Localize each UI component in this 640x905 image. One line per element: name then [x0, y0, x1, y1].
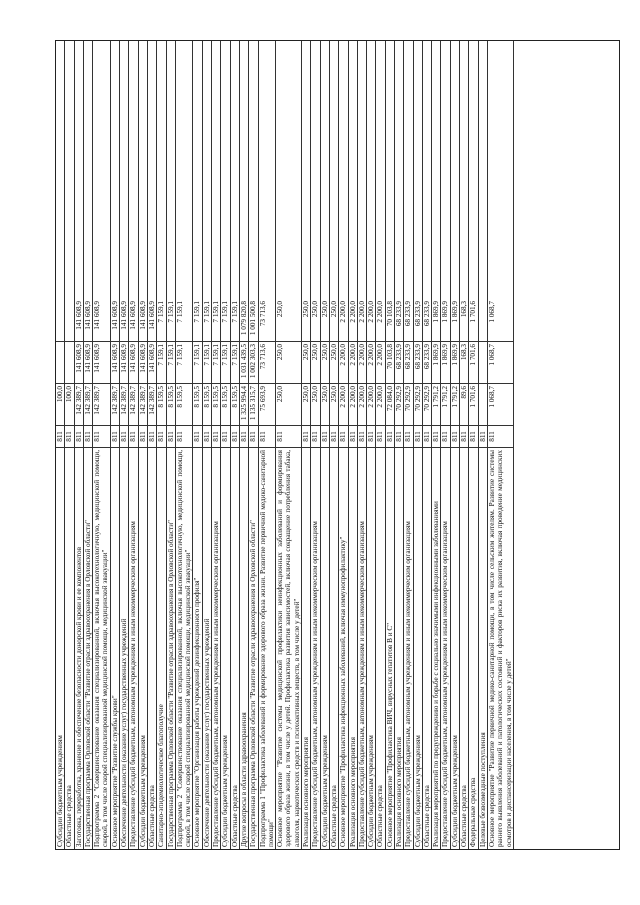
- row-amount-1: [479, 383, 487, 425]
- row-amount-2: 7 159,1: [221, 341, 229, 383]
- row-amount-1: 70 292,9: [414, 383, 422, 425]
- row-code: 811: [395, 425, 403, 447]
- budget-table: [55, 40, 620, 850]
- row-amount-3: 2 200,0: [376, 301, 385, 323]
- row-amount-2: 2 200,0: [339, 341, 347, 383]
- table-row: [414, 41, 423, 849]
- row-description: Обеспечение деятельности (оказание услуг) государственных учреждений: [203, 447, 211, 849]
- row-amount-2: 1 869,9: [441, 341, 449, 383]
- table-row: [469, 41, 478, 849]
- row-description: Предоставление субсидий бюджетным, автономным учреждениям и иным некоммерческим организациям: [212, 447, 220, 849]
- row-description: Обеспечение деятельности (оказание услуг) государственных учреждений: [120, 447, 128, 849]
- row-code: 811: [469, 425, 477, 447]
- row-amount-2: 250,0: [321, 341, 329, 383]
- row-amount-2: 250,0: [276, 341, 301, 383]
- row-amount-2: 141 608,9: [84, 341, 92, 383]
- table-body: [56, 41, 514, 849]
- table-row: [212, 41, 221, 849]
- row-amount-3: 168,3: [460, 301, 469, 318]
- row-amount-2: 141 608,9: [129, 341, 137, 383]
- row-description: Реализация мероприятий по предупреждению и борьбе с социально значимыми инфекционными заболеваниями: [432, 447, 440, 849]
- row-amount-2: 7 159,1: [203, 341, 211, 383]
- row-amount-1: 2 200,0: [358, 383, 366, 425]
- row-amount-2: 7 159,1: [157, 341, 165, 383]
- row-amount-1: 1 701,6: [469, 383, 477, 425]
- row-amount-1: 2 200,0: [376, 383, 384, 425]
- row-amount-1: 75 693,9: [259, 383, 276, 425]
- row-amount-1: 70 292,9: [395, 383, 403, 425]
- table-row: [75, 41, 84, 849]
- row-description: Субсидии бюджетным учреждениям: [139, 447, 147, 849]
- row-description: Основное мероприятие "Профилактика ВИЧ, вирусных гепатитов В и С": [386, 447, 394, 849]
- row-amount-1: 250,0: [311, 383, 319, 425]
- table-row: [339, 41, 348, 849]
- row-amount-3: [56, 299, 64, 341]
- row-amount-3: 7 159,1: [212, 301, 221, 323]
- row-description: Предоставление субсидий бюджетным, автономным учреждениям и иным некоммерческим организациям: [404, 447, 412, 849]
- row-code: 811: [240, 425, 248, 447]
- row-amount-2: 7 159,1: [231, 341, 239, 383]
- row-amount-1: 142 389,7: [75, 383, 83, 425]
- row-amount-3: 7 159,1: [230, 301, 239, 323]
- row-code: 811: [302, 425, 310, 447]
- table-row: [404, 41, 413, 849]
- table-row: [395, 41, 404, 849]
- row-amount-3: 68 233,9: [413, 301, 422, 327]
- row-description: Субсидии бюджетным учреждениям: [321, 447, 329, 849]
- row-description: Предоставление субсидий бюджетным, автономным учреждениям и иным некоммерческим организациям: [129, 447, 137, 849]
- row-amount-3: 68 233,9: [394, 301, 403, 327]
- row-code: 811: [339, 425, 347, 447]
- row-amount-2: 68 233,9: [404, 341, 412, 383]
- row-amount-3: 68 233,9: [404, 301, 413, 327]
- table-row: [386, 41, 395, 849]
- row-amount-3: 7 159,1: [166, 301, 175, 323]
- row-description: Подпрограмма 1 "Профилактика заболеваний и формирование здорового образа жизни. Развитие первичной медико-санитарной помощи": [259, 447, 276, 849]
- row-description: Областные средства: [231, 447, 239, 849]
- row-amount-2: [479, 341, 487, 383]
- row-amount-3: 7 159,1: [221, 301, 230, 323]
- row-amount-1: 100,0: [56, 383, 64, 425]
- table-row: [231, 41, 240, 849]
- row-description: Государственная программа Орловской области "Развитие отрасли здравоохранения в Орловской области": [249, 447, 257, 849]
- row-description: Областные средства: [376, 447, 384, 849]
- row-description: Субсидии бюджетным учреждениям: [367, 447, 375, 849]
- row-code: 811: [386, 425, 394, 447]
- table-row: [56, 41, 65, 849]
- row-amount-3: 73 713,6: [258, 301, 267, 327]
- table-row: [432, 41, 441, 849]
- table-row: [311, 41, 320, 849]
- row-description: Предоставление субсидий бюджетным, автономным учреждениям и иным некоммерческим организациям: [311, 447, 319, 849]
- row-code: 811: [376, 425, 384, 447]
- row-code: 811: [157, 425, 165, 447]
- row-description: Субсидии бюджетным учреждениям: [56, 447, 64, 849]
- row-amount-1: 8 159,5: [193, 383, 201, 425]
- row-amount-1: 1 791,2: [451, 383, 459, 425]
- row-amount-3: 141 608,9: [138, 301, 147, 330]
- row-code: 811: [193, 425, 201, 447]
- row-amount-3: [65, 299, 73, 341]
- row-amount-2: 1 869,9: [432, 341, 440, 383]
- row-amount-3: 2 200,0: [339, 301, 348, 323]
- row-amount-3: 68 233,9: [422, 301, 431, 327]
- row-amount-2: 141 608,9: [120, 341, 128, 383]
- row-amount-1: 8 159,5: [157, 383, 165, 425]
- row-description: Субсидии бюджетным учреждениям: [451, 447, 459, 849]
- row-amount-2: 68 233,9: [395, 341, 403, 383]
- row-amount-2: 2 200,0: [376, 341, 384, 383]
- row-amount-3: 70 103,8: [385, 301, 394, 327]
- row-amount-3: 1 068,7: [487, 301, 496, 323]
- row-amount-1: 142 389,7: [120, 383, 128, 425]
- row-code: 811: [84, 425, 92, 447]
- row-code: 811: [367, 425, 375, 447]
- row-amount-2: 2 200,0: [358, 341, 366, 383]
- row-amount-2: 7 159,1: [193, 341, 201, 383]
- row-amount-1: 2 200,0: [367, 383, 375, 425]
- row-code: 811: [212, 425, 220, 447]
- row-amount-2: [65, 341, 73, 383]
- row-amount-1: 142 389,7: [84, 383, 92, 425]
- row-description: Подпрограмма 2 "Совершенствование оказания специализированной, включая высокотехнологичную, медицинской помощи, скорой, в том числе скорой специализированной медицинской помощи, медицинской эвакуации": [93, 447, 110, 849]
- row-amount-3: 141 608,9: [74, 301, 83, 330]
- row-code: 811: [349, 425, 357, 447]
- table-row: [330, 41, 339, 849]
- row-amount-3: 1 001 500,8: [249, 301, 258, 336]
- row-amount-3: 141 608,9: [83, 301, 92, 330]
- row-amount-2: 68 233,9: [414, 341, 422, 383]
- row-amount-2: 1 869,9: [451, 341, 459, 383]
- row-amount-3: 7 159,1: [193, 301, 202, 323]
- row-amount-3: 7 159,1: [175, 301, 184, 323]
- row-amount-3: 2 200,0: [367, 301, 376, 323]
- row-code: 811: [167, 425, 175, 447]
- table-row: [157, 41, 166, 849]
- row-amount-1: 1 325 994,4: [240, 383, 248, 425]
- row-amount-2: 7 159,1: [212, 341, 220, 383]
- row-amount-3: 250,0: [320, 301, 329, 318]
- row-amount-2: 68 233,9: [423, 341, 431, 383]
- row-amount-3: 2 200,0: [357, 301, 366, 323]
- table-row: [193, 41, 202, 849]
- row-amount-1: 250,0: [321, 383, 329, 425]
- row-amount-2: 141 608,9: [93, 341, 110, 383]
- row-amount-1: 70 292,9: [404, 383, 412, 425]
- row-code: 811: [111, 425, 119, 447]
- table-row: [148, 41, 157, 849]
- row-amount-2: 250,0: [330, 341, 338, 383]
- row-amount-2: 1 002 303,3: [249, 341, 257, 383]
- row-amount-3: 1 701,6: [469, 301, 478, 323]
- table-row: [221, 41, 230, 849]
- row-description: Субсидии бюджетным учреждениям: [221, 447, 229, 849]
- row-code: 811: [176, 425, 193, 447]
- row-amount-1: 1 791,2: [441, 383, 449, 425]
- row-description: Областные средства: [148, 447, 156, 849]
- row-description: Предоставление субсидий бюджетным, автономным учреждениям и иным некоммерческим организациям: [358, 447, 366, 849]
- row-code: 811: [231, 425, 239, 447]
- row-code: 811: [65, 425, 73, 447]
- row-amount-3: 141 608,9: [147, 301, 156, 330]
- row-amount-1: 142 389,7: [148, 383, 156, 425]
- row-amount-3: 1 869,9: [432, 301, 441, 323]
- row-amount-1: 142 389,7: [93, 383, 110, 425]
- table-row: [451, 41, 460, 849]
- row-amount-1: 1 068,7: [488, 383, 513, 425]
- row-amount-3: 1 869,9: [450, 301, 459, 323]
- table-row: [349, 41, 358, 849]
- row-amount-2: 141 608,9: [148, 341, 156, 383]
- row-amount-1: 2 200,0: [349, 383, 357, 425]
- row-code: 811: [414, 425, 422, 447]
- row-amount-1: 8 159,5: [167, 383, 175, 425]
- row-amount-1: 1 135 315,7: [249, 383, 257, 425]
- row-amount-1: 8 159,5: [231, 383, 239, 425]
- table-row: [240, 41, 249, 849]
- table-row: [479, 41, 488, 849]
- table-row: [249, 41, 258, 849]
- row-amount-3: 141 608,9: [93, 301, 102, 330]
- row-description: Субсидии бюджетным учреждениям: [414, 447, 422, 849]
- table-row: [367, 41, 376, 849]
- row-description: Областные средства: [65, 447, 73, 849]
- row-amount-1: 142 389,7: [129, 383, 137, 425]
- row-amount-3: 7 159,1: [157, 301, 166, 323]
- row-amount-2: 73 713,6: [259, 341, 276, 383]
- row-code: 811: [432, 425, 440, 447]
- row-amount-1: 250,0: [330, 383, 338, 425]
- row-amount-1: 250,0: [276, 383, 301, 425]
- row-description: Областные средства: [460, 447, 468, 849]
- row-code: 811: [148, 425, 156, 447]
- row-amount-1: 8 159,5: [221, 383, 229, 425]
- table-row: [376, 41, 385, 849]
- row-amount-3: 2 200,0: [348, 301, 357, 323]
- row-description: Основное мероприятие "Развитие первичной медико-санитарной помощи, в том числе сельским жителям. Развитие системы раннего выявления заболеваний и патологических состояний и факторов риска их развития, включая проведение медицинских осмотров и диспансеризации населения, в том числе у детей": [488, 447, 513, 849]
- row-description: Областные средства: [423, 447, 431, 849]
- row-description: Реализация основного мероприятия: [302, 447, 310, 849]
- row-code: 811: [460, 425, 468, 447]
- row-amount-3: 141 608,9: [129, 301, 138, 330]
- row-amount-2: 7 159,1: [176, 341, 193, 383]
- row-amount-3: 141 608,9: [110, 301, 119, 330]
- row-code: 811: [221, 425, 229, 447]
- row-amount-1: 100,0: [65, 383, 73, 425]
- row-description: Другие вопросы в области здравоохранения: [240, 447, 248, 849]
- table-row: [488, 41, 514, 849]
- row-amount-1: 70 292,9: [423, 383, 431, 425]
- table-row: [302, 41, 311, 849]
- row-amount-2: 1 031 439,5: [240, 341, 248, 383]
- table-row: [203, 41, 212, 849]
- row-amount-3: 250,0: [329, 301, 338, 318]
- table-row: [321, 41, 330, 849]
- row-amount-1: 8 159,5: [212, 383, 220, 425]
- row-code: 811: [56, 425, 64, 447]
- row-amount-3: 7 159,1: [202, 301, 211, 323]
- row-amount-1: 142 389,7: [139, 383, 147, 425]
- table-row: [276, 41, 302, 849]
- row-amount-1: 1 791,2: [432, 383, 440, 425]
- row-code: 811: [423, 425, 431, 447]
- row-code: 811: [311, 425, 319, 447]
- row-amount-2: 1 701,6: [469, 341, 477, 383]
- row-description: Подпрограмма 2 "Совершенствование оказания специализированной, включая высокотехнологичную, медицинской помощи, скорой, в том числе скорой специализированной медицинской помощи, медицинской эвакуации": [176, 447, 193, 849]
- row-amount-1: 8 159,5: [203, 383, 211, 425]
- row-code: 811: [330, 425, 338, 447]
- row-description: Государственная программа Орловской области "Развитие отрасли здравоохранения в Орловской области": [167, 447, 175, 849]
- row-amount-2: 2 200,0: [367, 341, 375, 383]
- row-code: 811: [451, 425, 459, 447]
- row-description: Целевые безвозмездные поступления: [479, 447, 487, 849]
- row-amount-3: 250,0: [311, 301, 320, 318]
- table-row: [84, 41, 93, 849]
- table-row: [139, 41, 148, 849]
- row-amount-3: 141 608,9: [120, 301, 129, 330]
- row-amount-2: 250,0: [311, 341, 319, 383]
- row-code: 811: [75, 425, 83, 447]
- row-description: Федеральные средства: [469, 447, 477, 849]
- row-amount-1: 72 084,0: [386, 383, 394, 425]
- table-row: [129, 41, 138, 849]
- row-description: Государственная программа Орловской области "Развитие отрасли здравоохранения в Орловской области": [84, 447, 92, 849]
- row-amount-3: 250,0: [276, 301, 285, 318]
- row-description: Санитарно-эпидемиологическое благополучие: [157, 447, 165, 849]
- row-description: Основное мероприятие "Развитие системы медицинской профилактики неинфекционных заболеваний и формирования здорового образа жизни, в том числе у детей. Профилактика развития зависимостей, включая сокращение потребления табака, алкоголя, наркотических средств и психоактивных веществ, в том числе у детей": [276, 447, 301, 849]
- row-amount-2: 2 200,0: [349, 341, 357, 383]
- row-code: 811: [203, 425, 211, 447]
- table-row: [65, 41, 74, 849]
- row-amount-3: [479, 299, 487, 341]
- table-row: [441, 41, 450, 849]
- row-amount-2: [56, 341, 64, 383]
- row-amount-2: 70 103,8: [386, 341, 394, 383]
- table-row: [111, 41, 120, 849]
- row-amount-2: 141 608,9: [75, 341, 83, 383]
- row-code: 811: [139, 425, 147, 447]
- row-description: Основное мероприятие "Профилактика инфекционных заболеваний, включая иммунопрофилактику": [339, 447, 347, 849]
- table-row: [93, 41, 111, 849]
- row-amount-1: 2 200,0: [339, 383, 347, 425]
- row-code: 811: [358, 425, 366, 447]
- row-code: 811: [93, 425, 110, 447]
- row-description: Реализация основного мероприятия: [395, 447, 403, 849]
- row-amount-2: 7 159,1: [167, 341, 175, 383]
- table-row: [176, 41, 194, 849]
- row-code: 811: [479, 425, 487, 447]
- row-code: 811: [249, 425, 257, 447]
- row-code: 811: [276, 425, 301, 447]
- row-amount-2: 1 068,7: [488, 341, 513, 383]
- row-code: 811: [321, 425, 329, 447]
- row-amount-1: 142 389,7: [111, 383, 119, 425]
- row-code: 811: [129, 425, 137, 447]
- row-amount-2: 141 608,9: [111, 341, 119, 383]
- row-description: Реализация основного мероприятия: [349, 447, 357, 849]
- row-code: 811: [259, 425, 276, 447]
- row-code: 811: [120, 425, 128, 447]
- row-amount-2: 250,0: [302, 341, 310, 383]
- table-row: [460, 41, 469, 849]
- table-row: [167, 41, 176, 849]
- row-amount-1: 8 159,5: [176, 383, 193, 425]
- row-description: Основное мероприятие "Организация работы учреждений дезинфекционного профиля": [193, 447, 201, 849]
- row-code: 811: [441, 425, 449, 447]
- table-row: [358, 41, 367, 849]
- row-amount-2: 168,3: [460, 341, 468, 383]
- table-row: [259, 41, 277, 849]
- row-description: Предоставление субсидий бюджетным, автономным учреждениям и иным некоммерческим организациям: [441, 447, 449, 849]
- row-amount-3: 1 869,9: [441, 301, 450, 323]
- row-amount-3: 250,0: [302, 301, 311, 318]
- row-amount-1: 250,0: [302, 383, 310, 425]
- row-code: 811: [488, 425, 513, 447]
- row-amount-3: 1 079 820,8: [239, 301, 248, 336]
- row-amount-1: 89,6: [460, 383, 468, 425]
- row-amount-2: 141 608,9: [139, 341, 147, 383]
- row-code: 811: [404, 425, 412, 447]
- table-row: [120, 41, 129, 849]
- table-row: [423, 41, 432, 849]
- row-description: Основное мероприятие "Развитие службы крови": [111, 447, 119, 849]
- row-description: Заготовка, переработка, хранение и обеспечение безопасности донорской крови и ее компонентов: [75, 447, 83, 849]
- row-description: Областные средства: [330, 447, 338, 849]
